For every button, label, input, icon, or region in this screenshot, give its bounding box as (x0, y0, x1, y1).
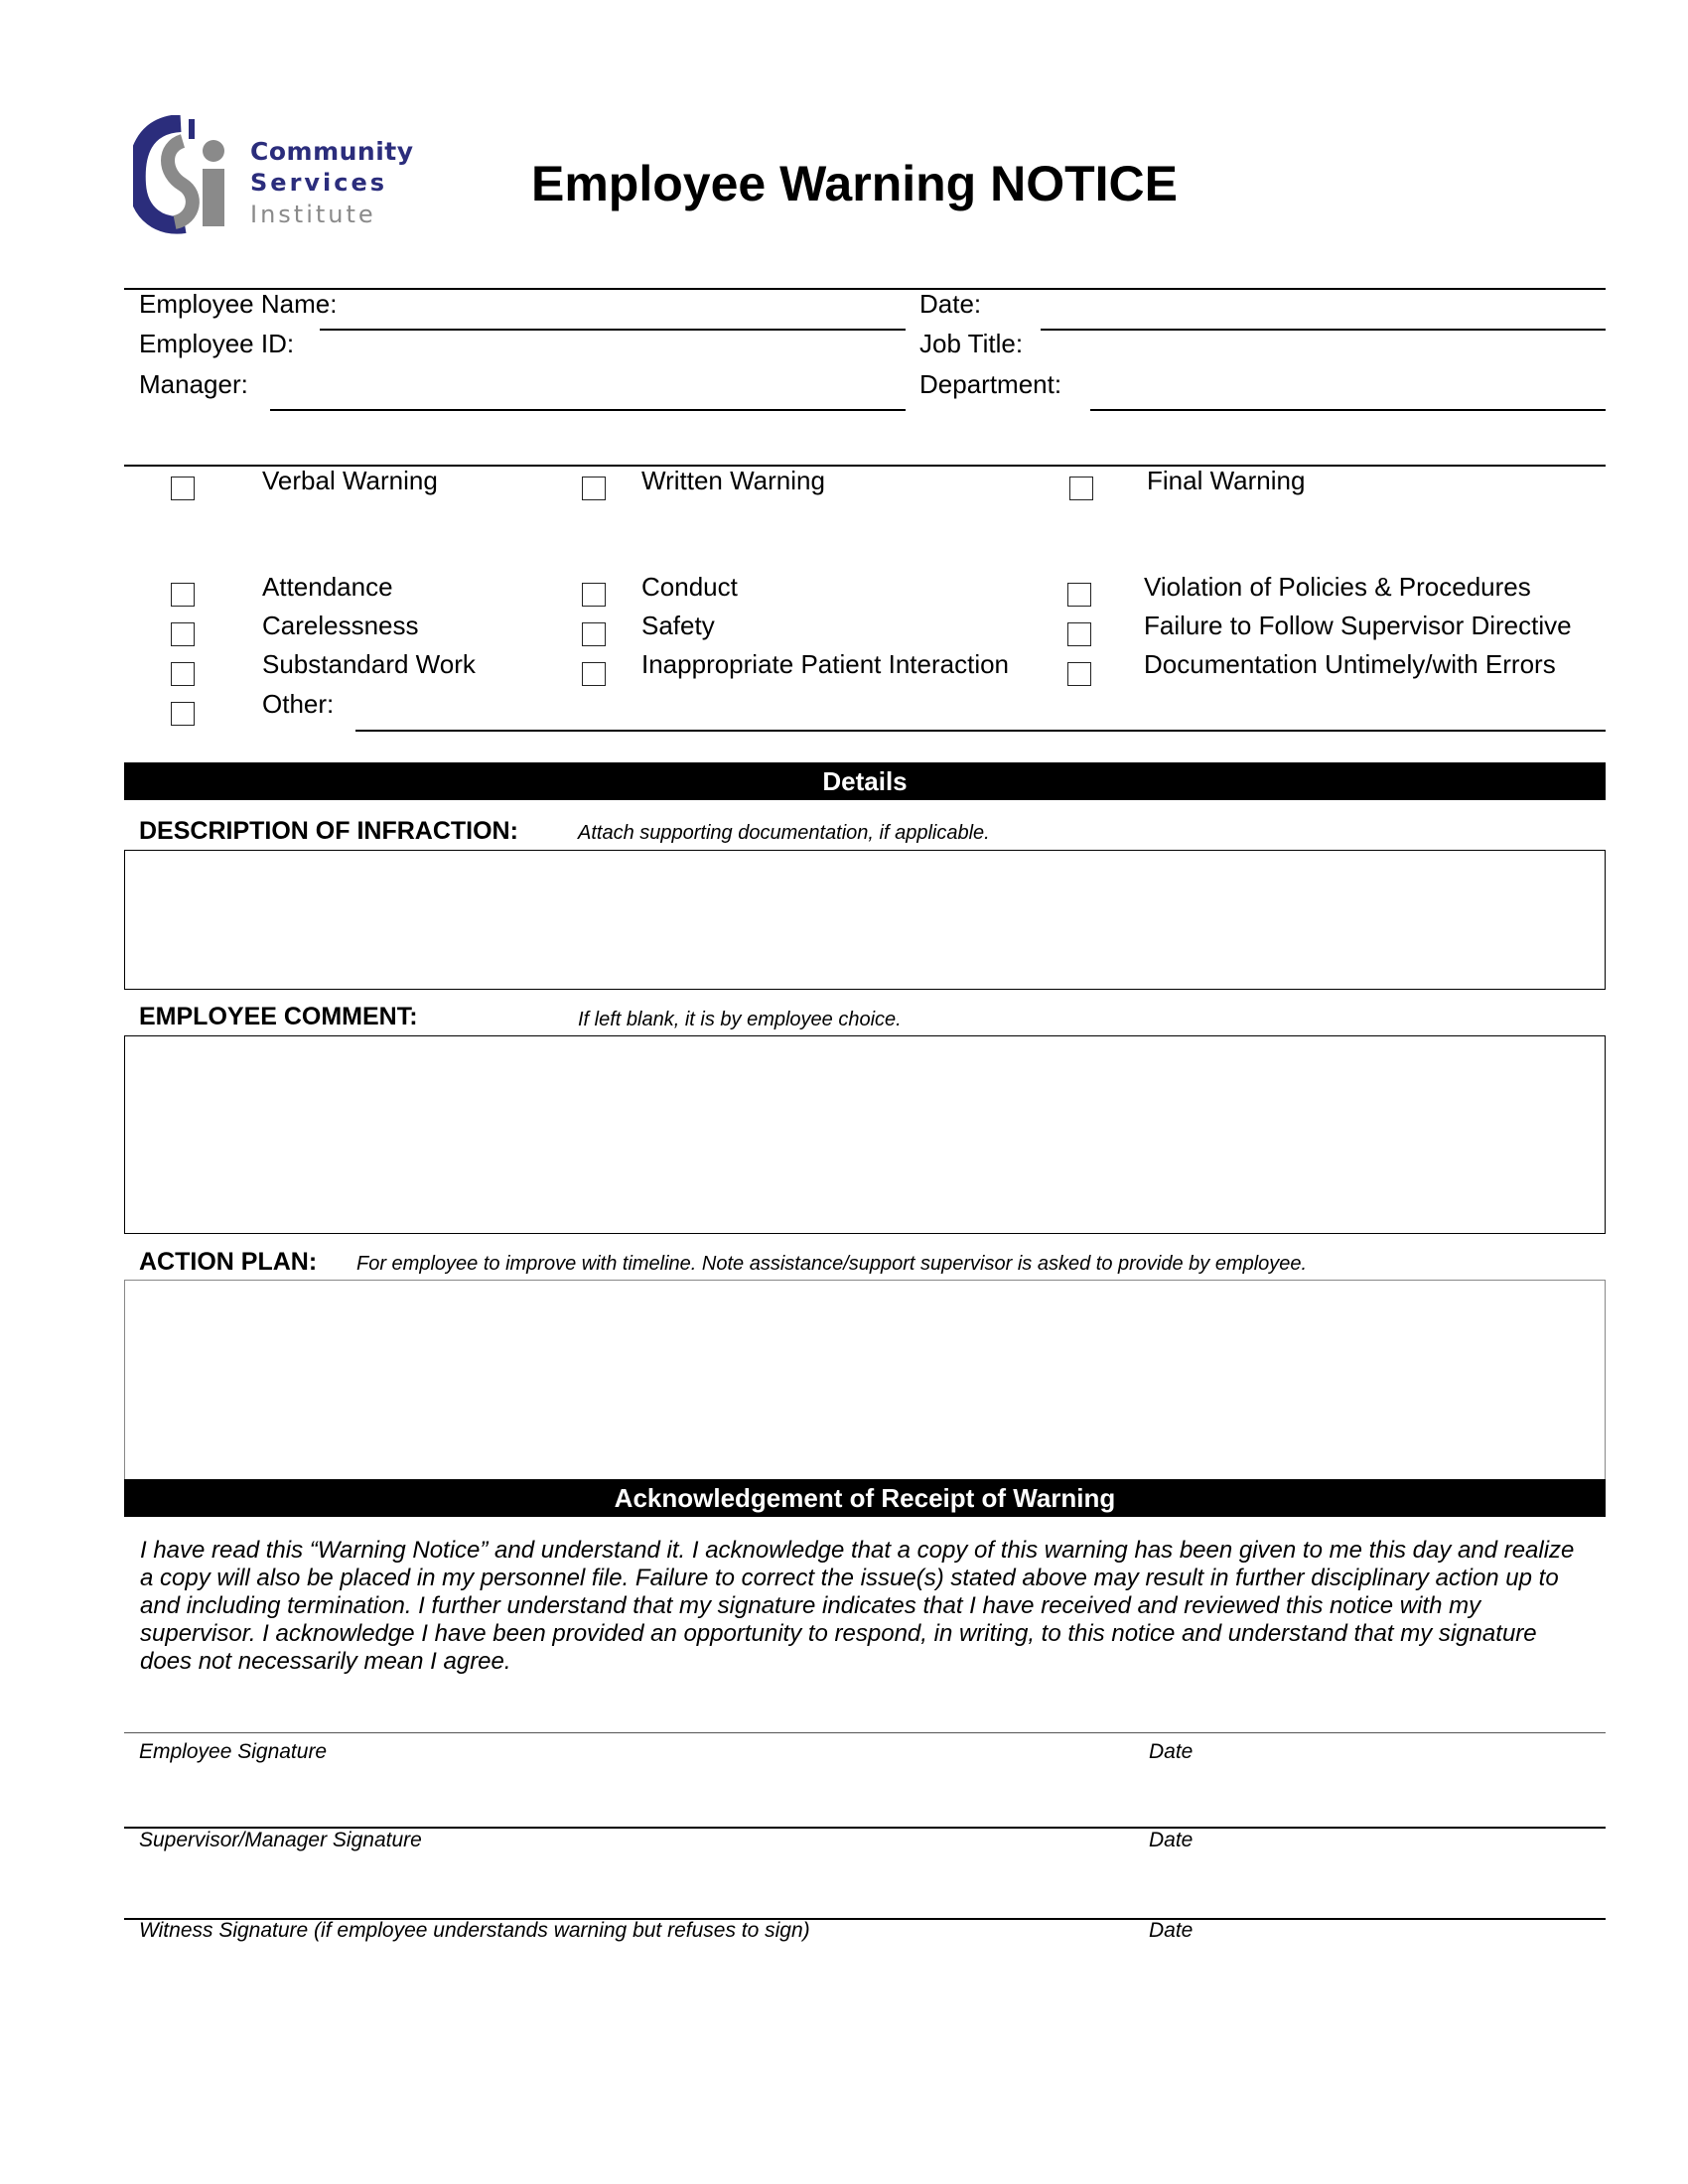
reason-documentation-untimely-label: Documentation Untimely/with Errors (1144, 649, 1556, 679)
acknowledgement-text: I have read this “Warning Notice” and understand it. I acknowledge that a copy of this warning has been given to me this day and realize a copy will also be placed in my personnel file. Failure to correct the issue(s) stated above may result in further disciplinary action up to and including termination. I further understand that my signature indicates that I have received and reviewed this notice with my supervisor. I acknowledge I have been provided an opportunity to respond, in writing, to this notice and understand that my signature does not necessarily mean I agree. (140, 1537, 1575, 1675)
checkbox-verbal-warning[interactable] (171, 477, 195, 500)
other-reason-line (355, 730, 1606, 732)
reason-conduct-label: Conduct (641, 572, 738, 602)
reason-inappropriate-patient-interaction-label: Inappropriate Patient Interaction (641, 649, 1010, 679)
department-label: Department: (919, 369, 1062, 399)
reason-substandard-work-label: Substandard Work (262, 649, 476, 679)
checkbox-substandard-work[interactable] (171, 662, 195, 686)
witness-signature-date-label: Date (1149, 1919, 1194, 1942)
description-note: Attach supporting documentation, if applicable. (578, 822, 990, 844)
employee-signature-label: Employee Signature (139, 1740, 328, 1763)
checkbox-safety[interactable] (582, 622, 606, 646)
reason-attendance-label: Attendance (262, 572, 393, 602)
manager-line (270, 409, 906, 411)
action-plan-label: ACTION PLAN: (139, 1248, 318, 1276)
reason-failure-to-follow-directive-label: Failure to Follow Supervisor Directive (1144, 611, 1572, 640)
date-value[interactable] (1041, 289, 1606, 319)
job-title-label: Job Title: (919, 329, 1024, 358)
department-value[interactable] (1090, 369, 1606, 399)
checkbox-written-warning[interactable] (582, 477, 606, 500)
supervisor-signature-label: Supervisor/Manager Signature (139, 1829, 422, 1851)
checkbox-inappropriate-patient-interaction[interactable] (582, 662, 606, 686)
checkbox-conduct[interactable] (582, 583, 606, 607)
witness-signature-label: Witness Signature (if employee understands warning but refuses to sign) (139, 1919, 810, 1942)
details-header: Details (124, 762, 1606, 800)
employee-signature-line[interactable] (124, 1732, 1606, 1733)
logo-text-services: Services (250, 169, 388, 197)
logo (133, 115, 414, 234)
description-label: DESCRIPTION OF INFRACTION: (139, 817, 518, 845)
supervisor-signature-date-label: Date (1149, 1829, 1194, 1851)
employee-signature-date-label: Date (1149, 1740, 1194, 1763)
employee-name-label: Employee Name: (139, 289, 338, 319)
action-plan-textarea[interactable] (124, 1280, 1606, 1480)
checkbox-failure-to-follow-directive[interactable] (1067, 622, 1091, 646)
action-plan-note: For employee to improve with timeline. Note assistance/support supervisor is asked to provide by employee. (356, 1253, 1308, 1275)
written-warning-label: Written Warning (641, 466, 825, 495)
checkbox-final-warning[interactable] (1069, 477, 1093, 500)
reason-carelessness-label: Carelessness (262, 611, 419, 640)
logo-text-community: Community (250, 137, 414, 166)
verbal-warning-label: Verbal Warning (262, 466, 438, 495)
checkbox-carelessness[interactable] (171, 622, 195, 646)
department-line (1090, 409, 1606, 411)
page-title: Employee Warning NOTICE (531, 156, 1179, 211)
employee-name-value[interactable] (320, 289, 906, 319)
final-warning-label: Final Warning (1147, 466, 1306, 495)
description-textarea[interactable] (124, 850, 1606, 990)
other-reason-value[interactable] (355, 689, 1606, 719)
logo-text-institute: Institute (250, 201, 376, 228)
employee-comment-label: EMPLOYEE COMMENT: (139, 1003, 418, 1030)
checkbox-violation-of-policies[interactable] (1067, 583, 1091, 607)
job-title-value[interactable] (1041, 331, 1606, 360)
reason-other-label: Other: (262, 689, 335, 719)
date-label: Date: (919, 289, 982, 319)
acknowledgement-header: Acknowledgement of Receipt of Warning (124, 1479, 1606, 1517)
employee-comment-note: If left blank, it is by employee choice. (578, 1009, 902, 1030)
csi-logo-mark (133, 115, 232, 234)
reason-violation-of-policies-label: Violation of Policies & Procedures (1144, 572, 1531, 602)
checkbox-documentation-untimely[interactable] (1067, 662, 1091, 686)
checkbox-other[interactable] (171, 702, 195, 726)
employee-id-value[interactable] (320, 331, 906, 360)
checkbox-attendance[interactable] (171, 583, 195, 607)
employee-comment-textarea[interactable] (124, 1035, 1606, 1234)
manager-label: Manager: (139, 369, 248, 399)
employee-id-label: Employee ID: (139, 329, 295, 358)
manager-value[interactable] (270, 369, 906, 399)
reason-safety-label: Safety (641, 611, 715, 640)
